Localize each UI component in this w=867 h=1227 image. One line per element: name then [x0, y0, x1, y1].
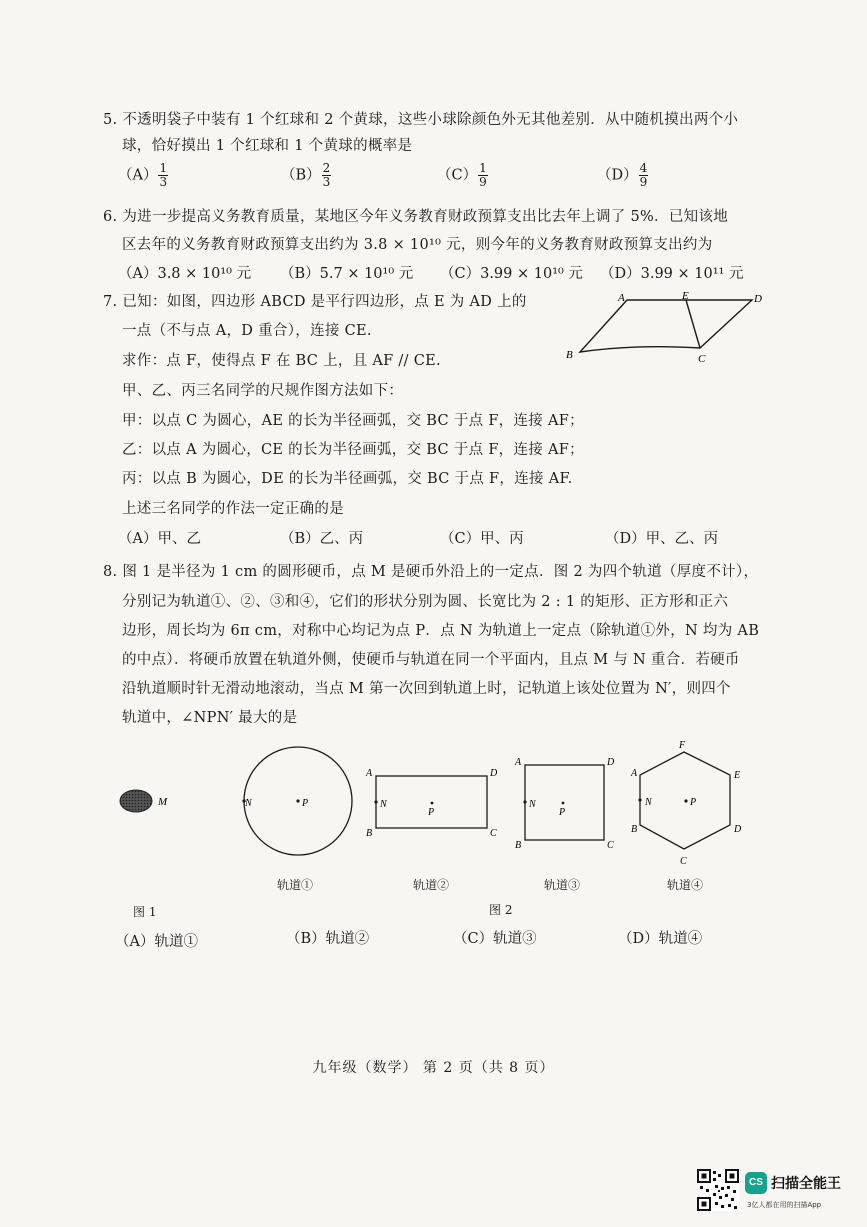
- svg-text:N: N: [529, 799, 536, 810]
- q7-line-6: 乙：以点 A 为圆心，CE 的长为半径画弧，交 BC 于点 F，连接 AF；: [122, 442, 584, 458]
- track-4-hexagon: [630, 740, 742, 867]
- q5-line-2: 球，恰好摸出 1 个红球和 1 个黄球的概率是: [122, 138, 413, 154]
- q7-option-d: （D）甲、乙、丙: [605, 531, 719, 547]
- q7-line-3: 求作：点 F，使得点 F 在 BC 上，且 AF // CE.: [122, 353, 441, 369]
- label-b: B: [566, 349, 573, 361]
- q6-option-a: （A）3.8 × 10¹⁰ 元: [118, 266, 252, 282]
- svg-text:B: B: [515, 840, 522, 851]
- q7-line-8: 上述三名同学的作法一定正确的是: [122, 501, 344, 517]
- segment-ce: [686, 300, 700, 348]
- svg-text:B: B: [631, 824, 638, 835]
- track-1-circle: [242, 747, 352, 855]
- svg-text:N: N: [645, 797, 652, 808]
- q8-option-d: （D）轨道④: [618, 931, 703, 947]
- q8-line-5: 沿轨道顺时针无滑动地滚动，当点 M 第一次回到轨道上时，记轨道上该处位置为 N′，则四个: [122, 681, 731, 697]
- q5-option-d: （D） $\frac{4}{9}$: [597, 161, 648, 189]
- q7-line-5: 甲：以点 C 为圆心，AE 的长为半径画弧，交 BC 于点 F，连接 AF；: [122, 413, 584, 429]
- track-2-rectangle: [365, 768, 498, 839]
- q7-line-2: 一点（不与点 A，D 重合），连接 CE.: [122, 323, 372, 339]
- scanner-tagline: 3亿人都在用的扫描App: [747, 1201, 822, 1209]
- svg-text:F: F: [679, 740, 686, 751]
- q6-option-d: （D）3.99 × 10¹¹ 元: [600, 266, 744, 282]
- svg-text:A: A: [366, 768, 373, 779]
- q7-line-4: 甲、乙、丙三名同学的尺规作图方法如下：: [122, 383, 404, 399]
- svg-text:P: P: [302, 798, 309, 809]
- q5-line-1: 5. 不透明袋子中装有 1 个红球和 2 个黄球，这些小球除颜色外无其他差别．从中随机摸出两个小: [103, 112, 739, 128]
- q7-line-1: 7. 已知：如图，四边形 ABCD 是平行四边形，点 E 为 AD 上的: [103, 294, 527, 310]
- svg-text:C: C: [490, 828, 497, 839]
- svg-text:P: P: [690, 797, 697, 808]
- scanner-name: 扫描全能王: [771, 1176, 841, 1192]
- q8-track-figures: [110, 740, 760, 867]
- q6-option-b: （B）5.7 × 10¹⁰ 元: [280, 266, 414, 282]
- q8-option-a: （A）轨道①: [115, 934, 198, 950]
- qr-code-icon: [697, 1169, 739, 1211]
- label-a: A: [618, 292, 625, 304]
- figure-2-caption: 图 2: [489, 903, 513, 917]
- figure-1-caption: 图 1: [133, 905, 157, 919]
- svg-text:N: N: [245, 798, 252, 809]
- q8-line-3: 边形，周长均为 6π cm，对称中心均记为点 P．点 N 为轨道上一定点（除轨道①外，N 均为 AB: [122, 623, 760, 639]
- svg-text:C: C: [607, 840, 614, 851]
- svg-text:P: P: [559, 807, 566, 818]
- q8-option-c: （C）轨道③: [453, 931, 537, 947]
- q7-parallelogram-figure: [560, 288, 770, 368]
- svg-text:D: D: [607, 757, 615, 768]
- svg-text:E: E: [734, 770, 741, 781]
- q5-option-b: （B） $\frac{2}{3}$: [281, 161, 331, 189]
- q6-line-2: 区去年的义务教育财政预算支出约为 3.8 × 10¹⁰ 元，则今年的义务教育财政预算支出约为: [122, 237, 713, 253]
- q8-line-4: 的中点）．将硬币放置在轨道外侧，使硬币与轨道在同一个平面内，且点 M 与 N 重合．若硬币: [122, 652, 740, 668]
- track-1-caption: 轨道①: [277, 878, 314, 892]
- track-2-caption: 轨道②: [413, 878, 450, 892]
- svg-text:A: A: [631, 768, 638, 779]
- svg-text:B: B: [366, 828, 373, 839]
- svg-text:N: N: [380, 799, 387, 810]
- coin-icon: [120, 790, 152, 812]
- q7-line-7: 丙：以点 B 为圆心，DE 的长为半径画弧，交 BC 于点 F，连接 AF.: [122, 471, 573, 487]
- coin-label-m: M: [158, 796, 168, 808]
- q6-option-c: （C）3.99 × 10¹⁰ 元: [440, 266, 583, 282]
- scanner-watermark: [745, 1170, 855, 1215]
- q7-option-a: （A）甲、乙: [118, 531, 201, 547]
- svg-text:D: D: [734, 824, 742, 835]
- q5-option-c: （C） $\frac{1}{9}$: [437, 161, 487, 189]
- track-4-caption: 轨道④: [667, 878, 704, 892]
- q5-option-a: （A） $\frac{1}{3}$: [118, 161, 168, 189]
- parallelogram-abcd: [580, 300, 752, 352]
- q7-option-c: （C）甲、丙: [440, 531, 524, 547]
- q8-line-2: 分别记为轨道①、②、③和④，它们的形状分别为圆、长宽比为 2 : 1 的矩形、正方形和正六: [122, 594, 729, 610]
- q8-line-1: 8. 图 1 是半径为 1 cm 的圆形硬币，点 M 是硬币外沿上的一定点．图 2 为四个轨道（厚度不计），: [103, 564, 759, 580]
- q8-option-b: （B）轨道②: [286, 931, 370, 947]
- svg-text:P: P: [428, 807, 435, 818]
- svg-text:D: D: [490, 768, 498, 779]
- q6-line-1: 6. 为进一步提高义务教育质量，某地区今年义务教育财政预算支出比去年上调了 5%．已知该地: [103, 209, 729, 225]
- track-3-square: [514, 757, 615, 851]
- track-3-caption: 轨道③: [544, 878, 581, 892]
- svg-text:C: C: [680, 856, 687, 867]
- q7-option-b: （B）乙、丙: [280, 531, 364, 547]
- scanner-logo-icon: CS: [745, 1172, 767, 1194]
- label-e: E: [682, 290, 689, 302]
- svg-text:A: A: [515, 757, 522, 768]
- q8-line-6: 轨道中，∠NPN′ 最大的是: [122, 710, 298, 726]
- label-d: D: [754, 293, 762, 305]
- page-footer: 九年级（数学） 第 2 页（共 8 页）: [312, 1060, 555, 1076]
- label-c: C: [698, 353, 706, 365]
